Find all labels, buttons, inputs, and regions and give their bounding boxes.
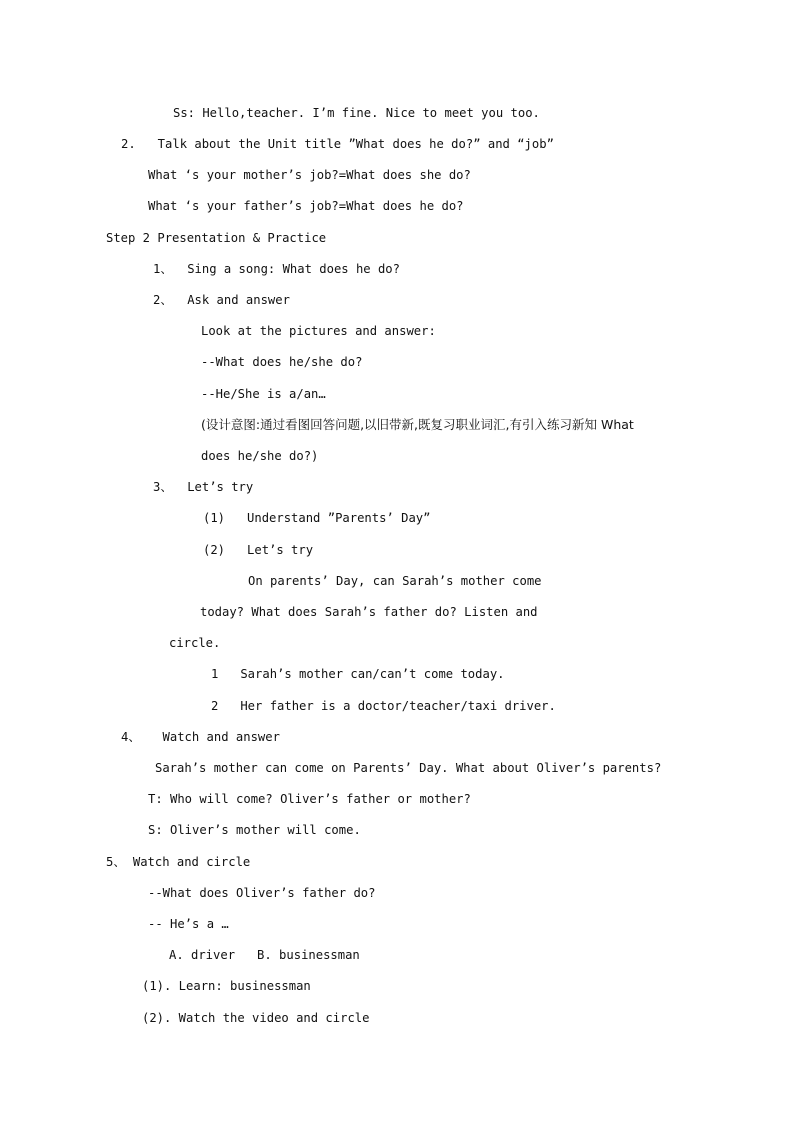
text-line-watch-answer: 4、 Watch and answer	[121, 730, 280, 744]
text-line-oliver-parents: Sarah’s mother can come on Parents’ Day. What about Oliver’s parents?	[155, 761, 662, 775]
text-line-item-2: 2. Talk about the Unit title ”What does he do?” and “job”	[121, 137, 554, 151]
text-line-lets-try: 3、 Let’s try	[153, 480, 254, 494]
text-line-father-job: What ‘s your father’s job?=What does he do?	[148, 199, 464, 213]
text-line-watch-video: (2). Watch the video and circle	[142, 1011, 370, 1025]
text-line-parents-day: On parents’ Day, can Sarah’s mother come	[248, 574, 542, 588]
text-line-teacher-question: T: Who will come? Oliver’s father or mother?	[148, 792, 471, 806]
text-line-design-intent: (设计意图:通过看图回答问题,以旧带新,既复习职业词汇,有引入练习新知 What	[201, 417, 634, 432]
text-line-lets-try-2: (2) Let’s try	[203, 543, 314, 557]
section-heading-step-2: Step 2 Presentation & Practice	[106, 231, 327, 245]
text-line-learn: (1). Learn: businessman	[142, 979, 311, 993]
text-line-hes-a: -- He’s a …	[148, 917, 229, 931]
text-line-watch-circle: 5、 Watch and circle	[106, 855, 251, 869]
text-line-look-pictures: Look at the pictures and answer:	[201, 324, 436, 338]
text-line-option-2: 2 Her father is a doctor/teacher/taxi driver.	[211, 699, 556, 713]
text-line-ss-greeting: Ss: Hello,teacher. I’m fine. Nice to meet you too.	[173, 106, 540, 120]
text-line-circle: circle.	[169, 636, 221, 650]
text-line-understand: (1) Understand ”Parents’ Day”	[203, 511, 431, 525]
text-line-sing-song: 1、 Sing a song: What does he do?	[153, 262, 400, 276]
text-line-today: today? What does Sarah’s father do? Listen and	[200, 605, 538, 619]
text-line-question: --What does he/she do?	[201, 355, 363, 369]
text-line-oliver-father: --What does Oliver’s father do?	[148, 886, 376, 900]
text-line-ask-answer: 2、 Ask and answer	[153, 293, 290, 307]
text-line-design-intent-cont: does he/she do?)	[201, 449, 319, 463]
text-line-option-1: 1 Sarah’s mother can/can’t come today.	[211, 667, 505, 681]
text-line-mother-job: What ‘s your mother’s job?=What does she do?	[148, 168, 471, 182]
text-line-choices: A. driver B. businessman	[169, 948, 360, 962]
text-line-student-answer: S: Oliver’s mother will come.	[148, 823, 361, 837]
text-line-answer: --He/She is a/an…	[201, 387, 326, 401]
